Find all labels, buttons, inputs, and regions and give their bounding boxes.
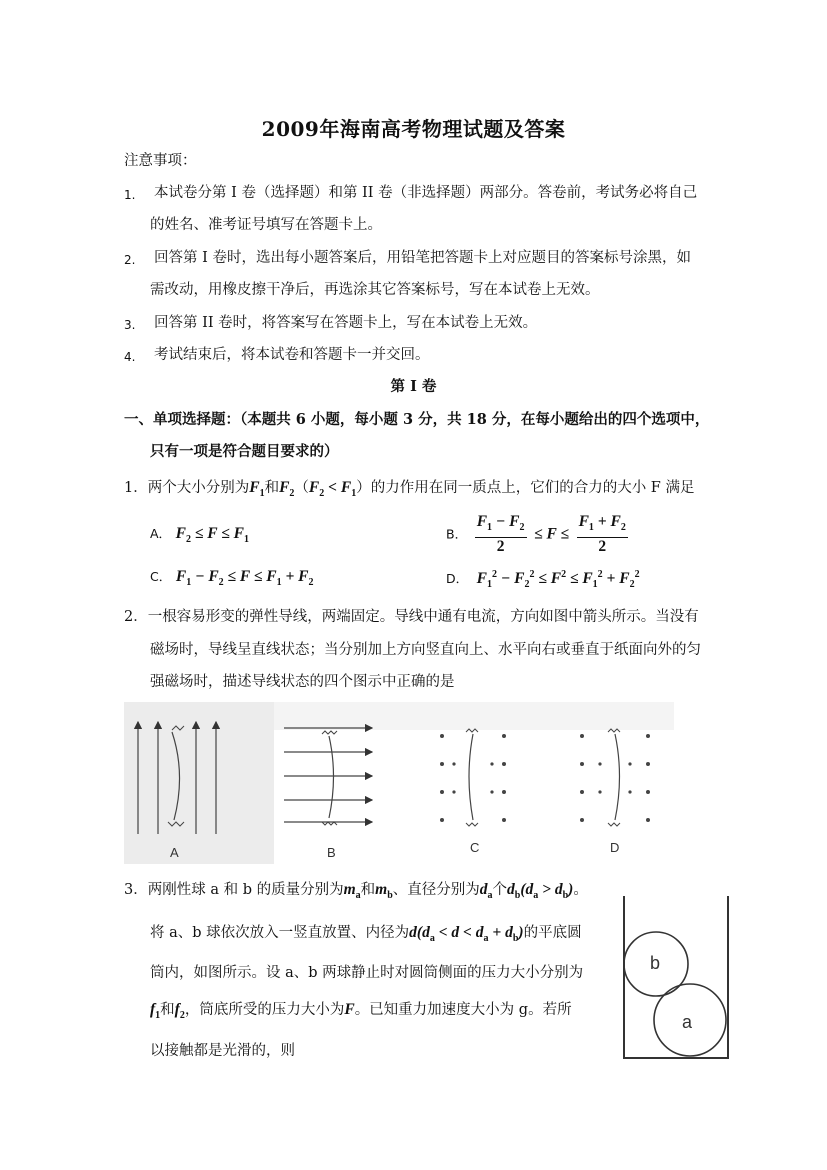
- figure-d-field-dot: [646, 762, 650, 766]
- figure-c-field-dot: [440, 762, 444, 766]
- figure-d-field-dot: [598, 762, 601, 765]
- q1-option-d: D． $F_1^2 - F_2^2 \le F^2 \le F_1^2 + F_2^2$: [446, 569, 640, 591]
- figure-d-bottom-support: [608, 823, 620, 826]
- figure-c-bottom-support: [466, 823, 478, 826]
- notice-4-line-1: 考试结束后，将本试卷和答题卡一并交回。: [154, 347, 430, 363]
- ball-a-label: a: [682, 1012, 693, 1032]
- figure-d-field-dot: [646, 734, 650, 738]
- figure-c-field-dot: [440, 734, 444, 738]
- figure-d-field-dot: [580, 818, 584, 822]
- figure-a-label: A: [170, 845, 179, 860]
- question-3-line-1: 3．两刚性球 a 和 b 的质量分别为$m_a$和$m_b$、直径分别为$d_a$个$d_b(d_a > d_b)$。: [124, 881, 588, 902]
- notice-1-line-1: 本试卷分第 I 卷（选择题）和第 II 卷（非选择题）两部分。答卷前，考试务必将自己: [154, 185, 698, 201]
- figure-c-field-dot: [490, 790, 493, 793]
- figure-c-label: C: [470, 840, 480, 855]
- q1-option-b: B． $\frac{F_1 - F_2}{2}$ ≤ F ≤ $\frac{F_1 + F_2}{2}$: [446, 513, 626, 556]
- figure-c-field-dot: [502, 818, 506, 822]
- figure-c-field-dot: [452, 762, 455, 765]
- notice-3-num: 3.: [124, 318, 136, 332]
- cylinder-wall: [624, 896, 728, 1058]
- figure-c-field-dot: [490, 762, 493, 765]
- figure-d-field-dot: [580, 762, 584, 766]
- figure-c-field-dot: [502, 790, 506, 794]
- question-3-line-5: 以接触都是光滑的，则: [150, 1043, 295, 1059]
- question-1-stem: 1．两个大小分别为$F_1$和$F_2(F_2 < F_1)$的力作用在同一质点上，它们的合力的大小 F 满足: [124, 479, 695, 500]
- figure-c-field-dot: [502, 762, 506, 766]
- ball-b-label: b: [650, 953, 661, 973]
- notice-heading: 注意事项：: [124, 153, 197, 169]
- figure-d-field-dot: [628, 762, 631, 765]
- notice-3-line-1: 回答第 II 卷时，将答案写在答题卡上，写在本试卷上无效。: [154, 315, 538, 331]
- figure-d-wire: [615, 734, 620, 820]
- figure-top-shade: [274, 702, 674, 730]
- question-2-line-3: 强磁场时，描述导线状态的四个图示中正确的是: [150, 674, 455, 690]
- notice-2-line-2: 需改动，用橡皮擦干净后，再选涂其它答案标号，写在本试卷上无效。: [150, 282, 600, 298]
- question-2-line-2: 磁场时，导线呈直线状态；当分别加上方向竖直向上、水平向右或垂直于纸面向外的匀: [150, 642, 701, 658]
- question-3-line-2: 将 a、b 球依次放入一竖直放置、内径为$d(d_a < d < d_a + d_b)$的平底圆: [150, 924, 582, 945]
- figure-d-field-dot: [580, 734, 584, 738]
- figure-b: [284, 728, 372, 825]
- figure-c-field-dot: [440, 790, 444, 794]
- figure-b-label: B: [327, 845, 336, 860]
- figure-c-field-dot: [452, 790, 455, 793]
- notice-2-line-1: 回答第 I 卷时，选出每小题答案后，用铅笔把答题卡上对应题目的答案标号涂黑，如: [154, 250, 691, 266]
- figure-d-field-dot: [628, 790, 631, 793]
- notice-2-num: 2.: [124, 253, 136, 267]
- figure-d-field-dot: [646, 790, 650, 794]
- question-3-figure: [618, 896, 736, 1062]
- figure-c-field-dot: [502, 734, 506, 738]
- figure-c: [440, 729, 506, 826]
- notice-1-num: 1.: [124, 188, 136, 202]
- figure-d-field-dot: [598, 790, 601, 793]
- figure-b-wire: [329, 736, 334, 818]
- figure-d-field-dot: [580, 790, 584, 794]
- section-heading-line-2: 只有一项是符合题目要求的）: [150, 443, 339, 460]
- question-2-line-1: 2．一根容易形变的弹性导线，两端固定。导线中通有电流，方向如图中箭头所示。当没有: [124, 609, 699, 625]
- figure-c-field-dot: [440, 818, 444, 822]
- page-title: 2009年海南高考物理试题及答案: [261, 117, 566, 141]
- section-heading: 一、单项选择题：（本题共 6 小题，每小题 3 分，共 18 分，在每小题给出的四个选项中，: [124, 411, 710, 428]
- figure-d-label: D: [610, 840, 620, 855]
- q1-option-a: A． $F_2 \le F \le F_1$: [150, 525, 249, 546]
- figure-d-field-dot: [646, 818, 650, 822]
- figure-a-background: [124, 702, 274, 864]
- q1-option-c: C． $F_1 - F_2 \le F \le F_1 + F_2$: [150, 568, 314, 589]
- notice-4-num: 4.: [124, 350, 136, 364]
- figure-d: [580, 729, 650, 826]
- question-2-figures: [124, 702, 704, 864]
- volume-heading: 第 I 卷: [390, 378, 437, 395]
- figure-c-wire: [469, 734, 473, 820]
- notice-1-line-2: 的姓名、准考证号填写在答题卡上。: [150, 217, 382, 233]
- figure-b-top-support: [322, 731, 337, 734]
- question-3-line-3: 筒内，如图所示。设 a、b 两球静止时对圆筒侧面的压力大小分别为: [150, 965, 584, 981]
- question-3-line-4: $f_1$和$f_2$，筒底所受的压力大小为F。已知重力加速度大小为 g。若所: [150, 1001, 572, 1022]
